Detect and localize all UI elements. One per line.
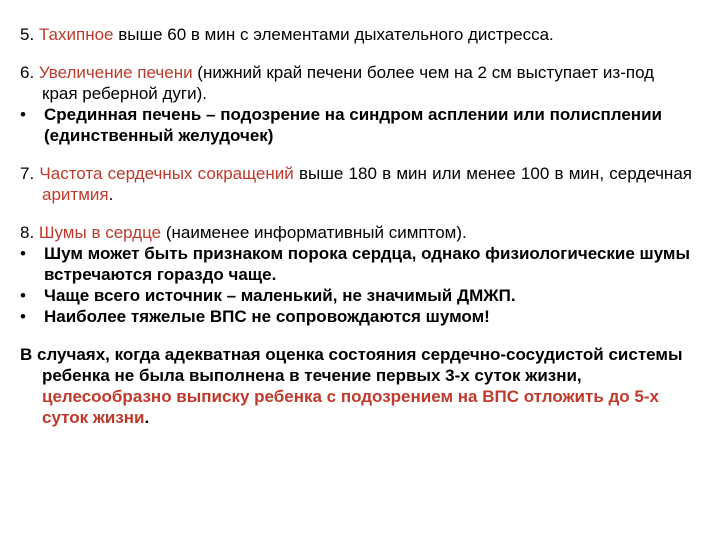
item-8-bullet-text-1: Шум может быть признаком порока сердца, однако физиологические шумы встречаются гораздо чаще.	[44, 244, 691, 284]
item-6-number: 6.	[20, 63, 35, 82]
item-5-text: выше 60 в мин с элементами дыхательного дистресса.	[113, 25, 554, 44]
item-6-highlight: Увеличение печени	[38, 63, 193, 82]
item-7	[20, 163, 692, 205]
item-8-group	[20, 222, 692, 327]
item-8-number: 8.	[20, 223, 35, 242]
item-7-text: выше 180 в мин или менее 100 в мин, сердечная	[293, 164, 692, 183]
item-7-highlight: Частота сердечных сокращений	[39, 164, 294, 183]
bullet-icon: •	[20, 244, 26, 263]
item-8-bullet-text-3: Наиболее тяжелые ВПС не сопровождаются шумом!	[44, 307, 490, 326]
conclusion-end: .	[144, 408, 150, 427]
item-6-bullet-1	[20, 104, 692, 146]
item-6-text: (нижний край печени более чем на 2 см выступает из-под края реберной дуги).	[42, 63, 655, 103]
item-7-highlight-2: аритмия	[42, 185, 109, 204]
item-7-end: .	[108, 185, 114, 204]
item-5-number: 5.	[20, 25, 35, 44]
item-8-bullet-2	[20, 285, 692, 306]
item-5-highlight: Тахипное	[38, 25, 114, 44]
item-7-number: 7.	[20, 164, 35, 183]
item-8-text: (наименее информативный симптом).	[161, 223, 467, 242]
item-5	[20, 24, 692, 45]
bullet-icon: •	[20, 286, 26, 305]
item-6-group	[20, 62, 692, 146]
item-8-highlight: Шумы в сердце	[38, 223, 162, 242]
bullet-icon: •	[20, 307, 26, 326]
item-8	[20, 222, 692, 243]
item-6-bullet-text: Срединная печень – подозрение на синдром асплении или полисплении (единственный желудочек)	[44, 105, 662, 145]
item-8-bullet-1	[20, 243, 692, 285]
item-8-bullet-3	[20, 306, 692, 327]
item-8-bullet-text-2: Чаще всего источник – маленький, не значимый ДМЖП.	[44, 286, 516, 305]
item-6	[20, 62, 692, 104]
conclusion	[20, 344, 692, 428]
conclusion-highlight: целесообразно выписку ребенка с подозрением на ВПС отложить до 5-х суток жизни	[42, 387, 659, 427]
bullet-icon: •	[20, 105, 26, 124]
conclusion-lead: В случаях, когда адекватная оценка состояния сердечно-сосудистой системы ребенка не была выполнена в течение первых 3-х суток жизни,	[20, 345, 683, 385]
